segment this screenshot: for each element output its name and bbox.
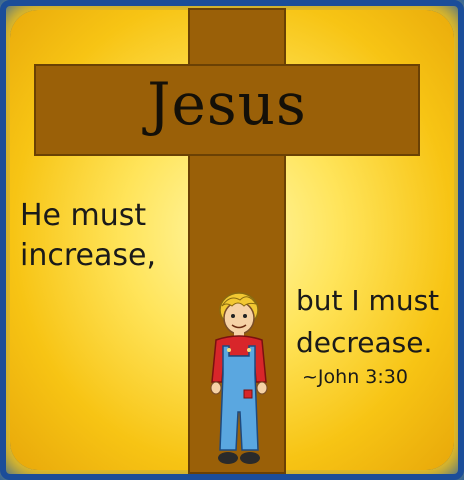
cross-title: Jesus (147, 70, 307, 138)
verse-right-line-2: decrease. (296, 326, 433, 359)
verse-left-line-1: He must (20, 198, 147, 233)
verse-reference: ~John 3:30 (302, 366, 408, 388)
verse-left-line-2: increase, (20, 238, 156, 273)
verse-left-text (20, 196, 156, 276)
boy-in-overalls-icon (204, 290, 274, 474)
verse-right-line-1: but I must (296, 284, 440, 317)
verse-right-text (296, 280, 439, 364)
